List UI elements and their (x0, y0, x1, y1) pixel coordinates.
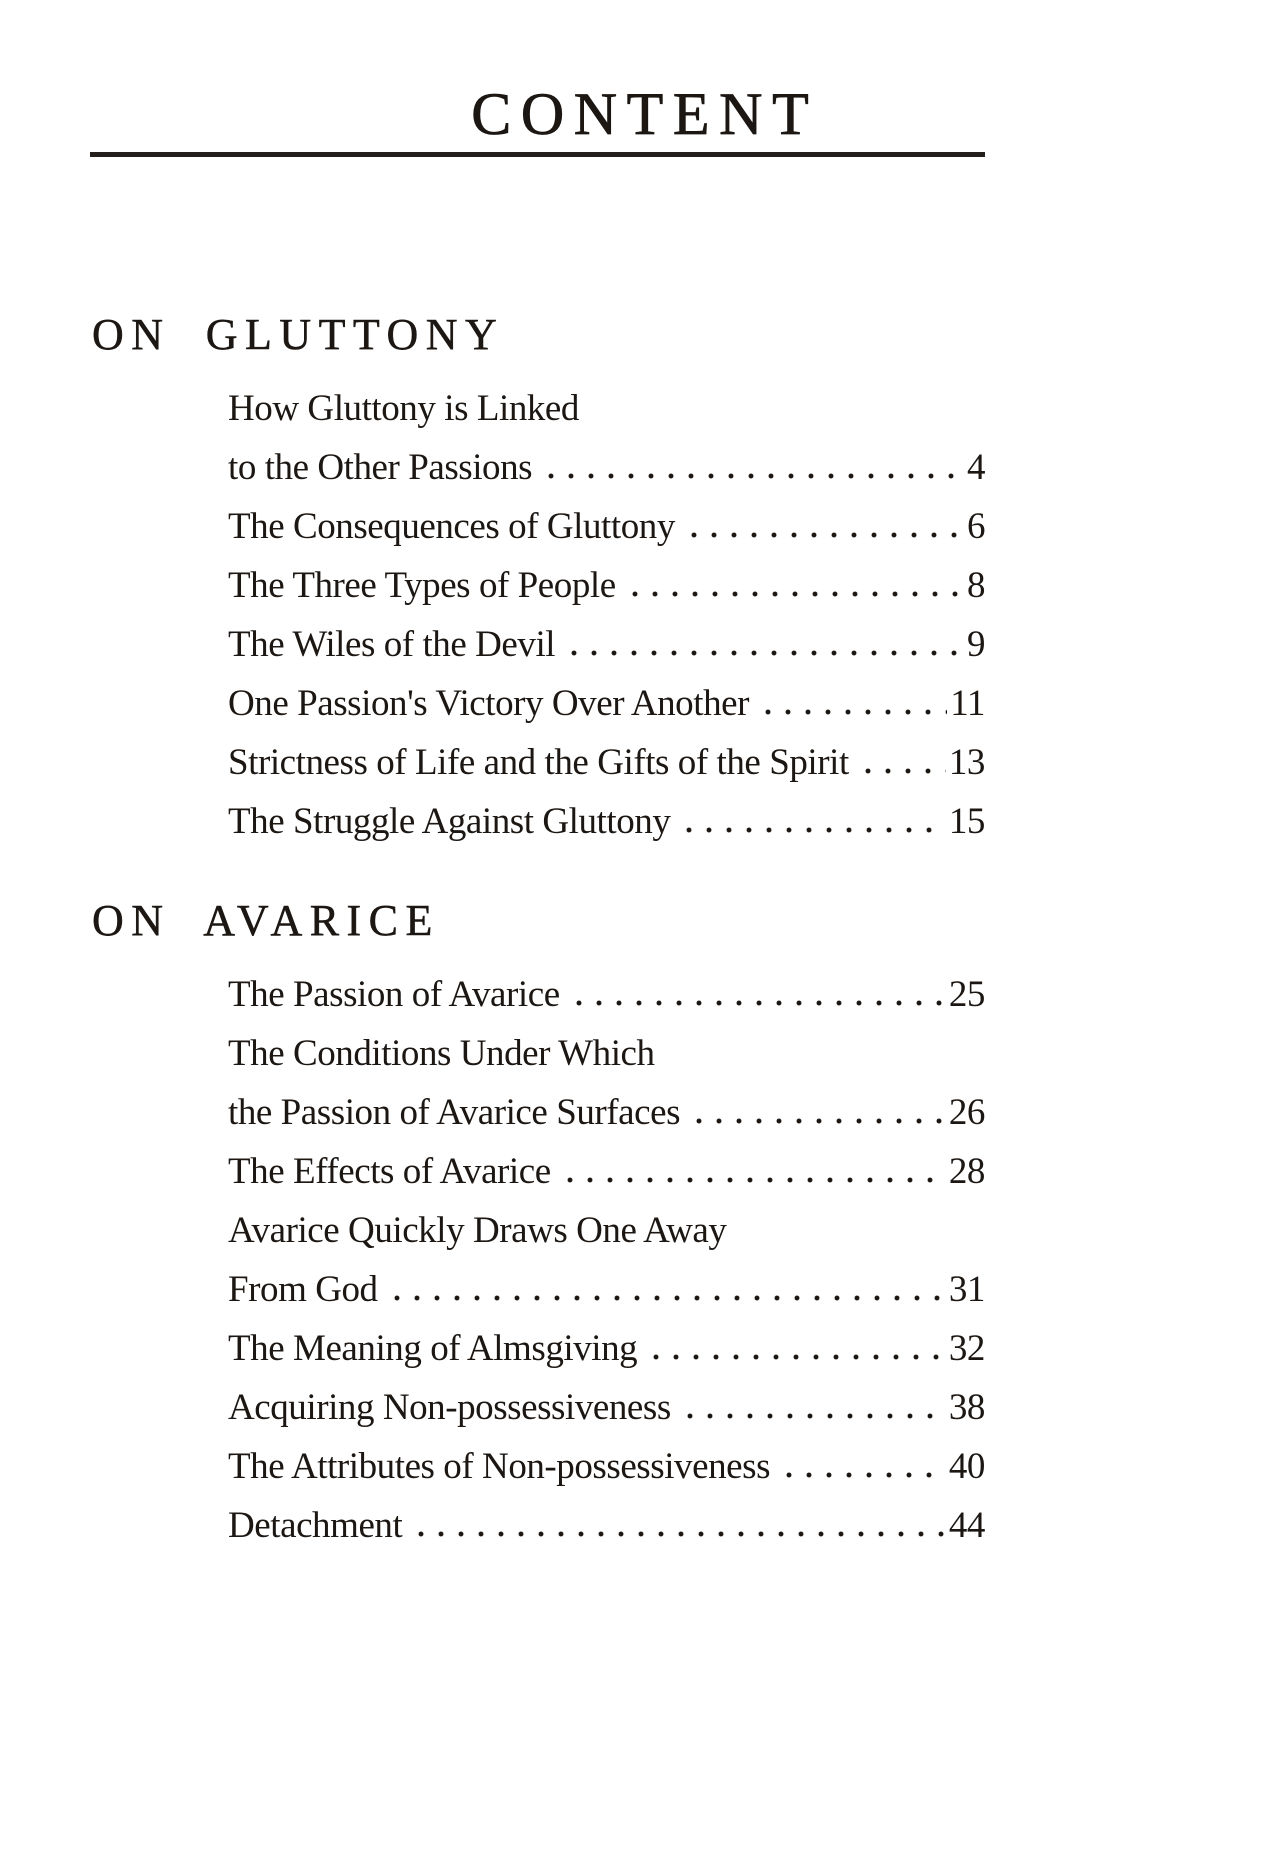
page-number: 25 (948, 974, 985, 1015)
entry-title: Avarice Quickly Draws One Away (228, 1210, 727, 1251)
toc-entry (228, 1024, 985, 1142)
toc-section (90, 310, 985, 851)
toc-entry (228, 615, 985, 674)
toc-entry-line (228, 1083, 985, 1142)
dot-leader (569, 1000, 946, 1006)
dot-leader (541, 473, 964, 479)
toc-entry-line (228, 1201, 985, 1260)
page-number: 40 (948, 1446, 985, 1487)
entry-title: From God (228, 1269, 378, 1310)
toc-entry-line (228, 1260, 985, 1319)
page-number: 44 (948, 1505, 985, 1546)
entry-title: The Effects of Avarice (228, 1151, 551, 1192)
page-number: 32 (948, 1328, 985, 1369)
dot-leader (560, 1177, 946, 1183)
toc-entry (228, 733, 985, 792)
toc-entry (228, 379, 985, 497)
entry-title: The Attributes of Non-possessiveness (228, 1446, 771, 1487)
toc-entry-line (228, 733, 985, 792)
entry-title: Acquiring Non-possessiveness (228, 1387, 671, 1428)
page-number: 31 (948, 1269, 985, 1310)
page-number: 11 (950, 683, 985, 724)
page-number: 38 (948, 1387, 985, 1428)
page-title: CONTENT (471, 81, 819, 147)
toc-entry (228, 674, 985, 733)
toc-entry-line (228, 674, 985, 733)
section-entries (228, 379, 985, 851)
entry-title: One Passion's Victory Over Another (228, 683, 749, 724)
dot-leader (680, 1413, 946, 1419)
toc-entry-line (228, 1378, 985, 1437)
dot-leader (646, 1354, 946, 1360)
toc-entry (228, 1437, 985, 1496)
toc-entry-line (228, 1024, 985, 1083)
section-heading: ON AVARICE (92, 896, 440, 945)
toc-entry-line (228, 1437, 985, 1496)
dot-leader (625, 591, 964, 597)
entry-title: The Passion of Avarice (228, 974, 560, 1015)
entry-title: to the Other Passions (228, 447, 533, 488)
entry-title: the Passion of Avarice Surfaces (228, 1092, 681, 1133)
page-number: 6 (966, 506, 985, 547)
toc-entry-line (228, 379, 985, 438)
dot-leader (411, 1531, 946, 1537)
toc-entry-line (228, 792, 985, 851)
toc-entry-line (228, 965, 985, 1024)
toc-entry (228, 497, 985, 556)
toc-entry (228, 1319, 985, 1378)
toc-entry (228, 965, 985, 1024)
toc-entry-line (228, 1142, 985, 1201)
title-rule (90, 152, 985, 157)
dot-leader (679, 827, 945, 833)
page-number: 15 (948, 801, 985, 842)
toc-entry (228, 1378, 985, 1437)
entry-title: Strictness of Life and the Gifts of the Spirit (228, 742, 849, 783)
entry-title: The Meaning of Almsgiving (228, 1328, 638, 1369)
page-number: 28 (948, 1151, 985, 1192)
dot-leader (684, 532, 964, 538)
toc-entry (228, 1496, 985, 1555)
entry-title: The Three Types of People (228, 565, 616, 606)
toc-entry-line (228, 1496, 985, 1555)
section-heading: ON GLUTTONY (92, 310, 505, 359)
entry-title: The Struggle Against Gluttony (228, 801, 671, 842)
page-number: 8 (966, 565, 985, 606)
entry-title: The Conditions Under Which (228, 1033, 655, 1074)
toc-content (90, 310, 985, 1555)
section-entries (228, 965, 985, 1555)
page-number: 9 (966, 624, 985, 665)
toc-entry (228, 1201, 985, 1319)
entry-title: How Gluttony is Linked (228, 388, 579, 429)
toc-entry-line (228, 497, 985, 556)
entry-title: The Consequences of Gluttony (228, 506, 675, 547)
toc-entry (228, 556, 985, 615)
toc-entry (228, 1142, 985, 1201)
toc-section (90, 896, 985, 1555)
dot-leader (779, 1472, 946, 1478)
entry-title: Detachment (228, 1505, 403, 1546)
page-number: 4 (966, 447, 985, 488)
toc-entry-line (228, 615, 985, 674)
toc-entry (228, 792, 985, 851)
entry-title: The Wiles of the Devil (228, 624, 556, 665)
dot-leader (758, 709, 947, 715)
page-number: 26 (948, 1092, 985, 1133)
toc-entry-line (228, 1319, 985, 1378)
dot-leader (564, 650, 964, 656)
dot-leader (689, 1118, 946, 1124)
toc-entry-line (228, 556, 985, 615)
dot-leader (387, 1295, 946, 1301)
dot-leader (858, 768, 946, 774)
toc-entry-line (228, 438, 985, 497)
page-number: 13 (948, 742, 985, 783)
